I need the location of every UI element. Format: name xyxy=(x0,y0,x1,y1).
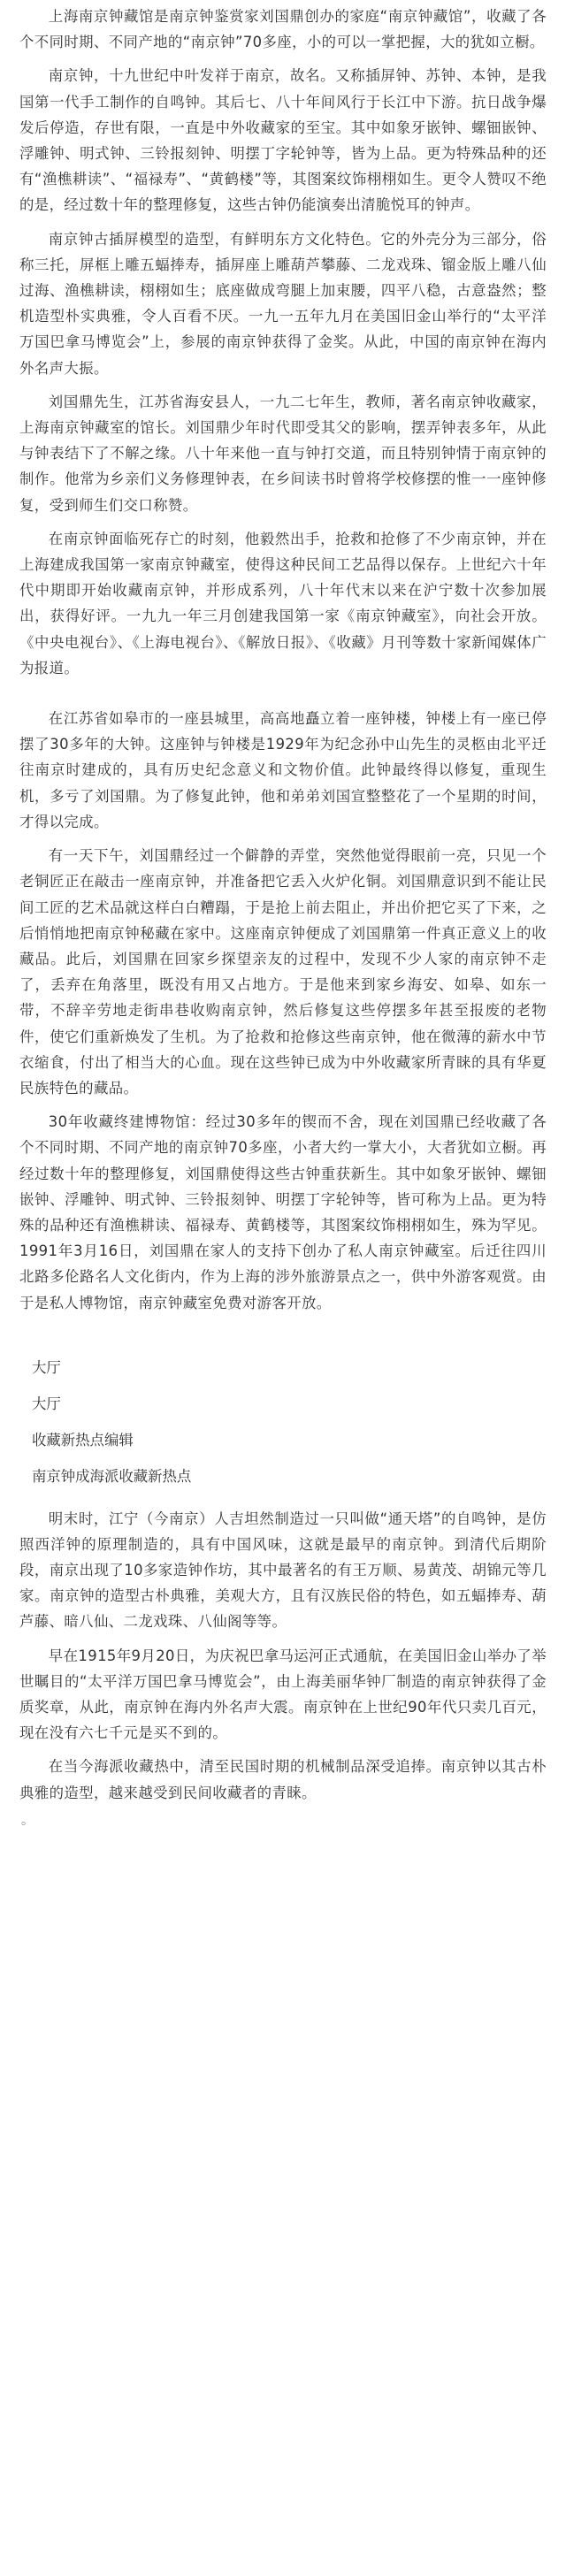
paragraph-origin: 南京钟，十九世纪中叶发祥于南京，故名。又称插屏钟、苏钟、本钟，是我国第一代手工制作的自鸣钟。其后七、八十年间风行于长江中下游。抗日战争爆发后停造，存世有限，一直是中外收藏家的至宝。其中如象牙嵌钟、螺钿嵌钟、浮雕钟、明式钟、三铃报刻钟、明摆丁字轮钟等，皆为上品。更为特殊品种的还有“渔樵耕读”、“福禄寿”、“黄鹤楼”等，其图案纹饰栩栩如生。更令人赞叹不绝的是，经过数十年的整理修复，这些古钟仍能演奏出清脆悦耳的钟声。 xyxy=(19,67,547,214)
paragraph-design: 南京钟古插屏模型的造型，有鲜明东方文化特色。它的外壳分为三部分，俗称三托，屏框上雕五蝠捧寿，插屏座上雕葫芦攀藤、二龙戏珠、镏金版上雕八仙过海、渔樵耕读，栩栩如生；底座做成弯腿上加束腰，四平八稳，古意盎然；整机造型朴实典雅，令人百看不厌。一九一五年九月在美国旧金山举行的“太平洋万国巴拿马博览会”上，参展的南京钟获得了金奖。从此，中国的南京钟在海内外名声大振。 xyxy=(19,230,547,377)
label-hall: 大厅 xyxy=(32,1358,61,1376)
paragraph-award: 早在1915年9月20日，为庆祝巴拿马运河正式通航，在美国旧金山举办了举世瞩目的“太平洋万国巴拿马博览会”，由上海美丽华钟厂制造的南京钟获得了金质奖章，从此，南京钟在海内外名声大震。南京钟在上世纪90年代只卖几百元，现在没有六七千元是买不到的。 xyxy=(19,1647,547,1742)
label-hall-repeat: 大厅 xyxy=(32,1395,61,1412)
label-section-heading: 南京钟成海派收藏新热点 xyxy=(32,1468,192,1486)
label-section-edit: 收藏新热点编辑 xyxy=(32,1432,134,1449)
article-body-top xyxy=(19,4,547,1316)
paragraph-intro: 上海南京钟藏馆是南京钟鉴赏家刘国鼎创办的家庭“南京钟藏馆”，收藏了各个不同时期、不同产地的“南京钟”70多座，小的可以一掌把握，大的犹如立橱。 xyxy=(19,8,547,51)
article-body-bottom xyxy=(19,1506,547,1828)
paragraph-history: 明末时，江宁（今南京）人吉坦然制造过一只叫做“通天塔”的自鸣钟，是仿照西洋钟的原理制造的，具有中国风味，这就是最早的南京钟。到清代后期阶段，南京出现了10多家造钟作坊，其中最著名的有王万顺、易黄茂、胡锦元等几家。南京钟的造型古朴典雅，美观大方，且有汉族民俗的特色，如五蝠捧寿、葫芦藤、暗八仙、二龙戏珠、八仙阁等等。 xyxy=(19,1510,547,1631)
paragraph-collector: 刘国鼎先生，江苏省海安县人，一九二七年生，教师，著名南京钟收藏家，上海南京钟藏室的馆长。刘国鼎少年时代即受其父的影响，摆弄钟表多年，从此与钟表结下了不解之缘。八十年来他一直与钟打交道，而且特别钟情于南京钟的制作。他常为乡亲们义务修理钟表，在乡间读书时曾将学校修摆的惟一一座钟修复，受到师生们交口称赞。 xyxy=(19,393,547,514)
paragraph-clock-tower: 在江苏省如皋市的一座县城里，高高地矗立着一座钟楼，钟楼上有一座已停摆了30多年的大钟。这座钟与钟楼是1929年为纪念孙中山先生的灵柩由北平迁往南京时建成的，具有历史纪念意义和文物价值。此钟最终得以修复，重现生机，多亏了刘国鼎。为了修复此钟，他和弟弟刘国宣整整花了一个星期的时间，才得以完成。 xyxy=(19,710,547,830)
paragraph-museum: 30年收藏终建博物馆：经过30多年的锲而不舍，现在刘国鼎已经收藏了各个不同时期、不同产地的南京钟70多座，小者大约一掌大小，大者犹如立橱。再经过数十年的整理修复，刘国鼎使得这些古钟重获新生。其中如象牙嵌钟、螺钿嵌钟、浮雕钟、明式钟、三铃报刻钟、明摆丁字轮钟等，皆可称为上品。更为特殊的品种还有渔樵耕读、福禄寿、黄鹤楼等，其图案纹饰栩栩如生，殊为罕见。1991年3月16日，刘国鼎在家人的支持下创办了私人南京钟藏室。后迁往四川北路多伦路名人文化街内，作为上海的涉外旅游景点之一，供中外游客观赏。由于是私人博物馆，南京钟藏室免费对游客开放。 xyxy=(19,1113,547,1311)
paragraph-first-collection: 有一天下午，刘国鼎经过一个僻静的弄堂，突然他觉得眼前一亮，只见一个老铜匠正在敲击一座南京钟，并准备把它丢入火炉化铜。刘国鼎意识到不能让民间工匠的艺术品就这样白白糟蹋，于是抢上前去阻止，并出价把它买了下来，之后悄悄地把南京钟秘藏在家中。这座南京钟便成了刘国鼎第一件真正意义上的收藏品。此后，刘国鼎在回家乡探望亲友的过程中，发现不少人家的南京钟不走了，丢弃在角落里，既没有用又占地方。于是他来到家乡海安、如皋、如东一带，不辞辛劳地走街串巷收购南京钟，然后修复这些停摆多年甚至报废的老物件，使它们重新焕发了生机。为了抢救和抢修这些南京钟，他在微薄的薪水中节衣缩食，付出了相当大的心血。现在这些钟已成为中外收藏家所青睐的具有华夏民族特色的藏品。 xyxy=(19,847,547,1097)
paragraph-trend: 在当今海派收藏热中，清至民国时期的机械制品深受追捧。南京钟以其古朴典雅的造型，越来越受到民间收藏者的青睐。 xyxy=(19,1758,547,1801)
paragraph-rescue: 在南京钟面临死存亡的时刻，他毅然出手，抢救和抢修了不少南京钟，并在上海建成我国第一家南京钟藏室，使得这种民间工艺品得以保存。上世纪六十年代中期即开始收藏南京钟，并形成系列，八十年代末以来在沪宁数十次参加展出，获得好评。一九九一年三月创建我国第一家《南京钟藏室》，向社会开放。《中央电视台》、《上海电视台》、《解放日报》、《收藏》月刊等数十家新闻媒体广为报道。 xyxy=(19,530,547,676)
trailing-mark: 。 xyxy=(21,1813,34,1828)
section-labels xyxy=(19,1355,547,1490)
